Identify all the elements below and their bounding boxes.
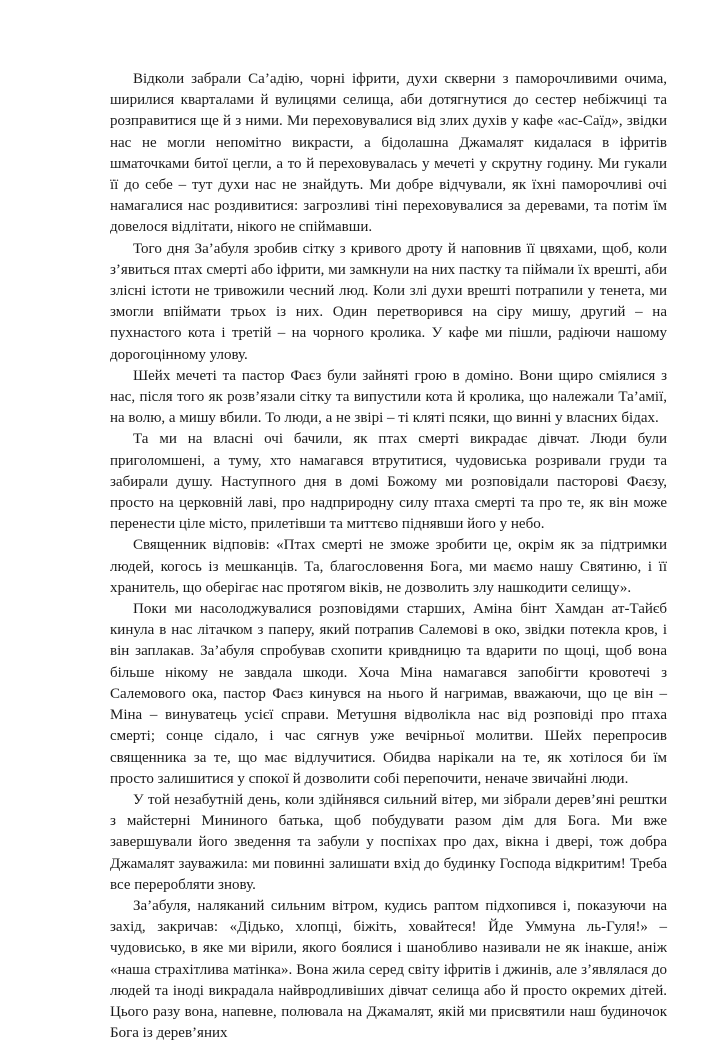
paragraph: У той незабутній день, коли здійнявся сильний вітер, ми зібрали дерев’яні рештки з майстерні Мининого батька, щоб побудувати разом дім для Бога. Ми вже завершували його зведення та забули у поспіхах про дах, вікна і двері, тож добра Джамалят зауважила: ми повинні залишати вхід до будинку Господа відкритим! Треба все переробляти знову. <box>110 791 667 893</box>
paragraph: Та ми на власні очі бачили, як птах смерті викрадає дівчат. Люди були приголомшені, а туму, хто намагався втрутитися, чудовиська розривали груди та забирали душу. Наступного дня в домі Божому ми розповідали пасторові Фаєзу, просто на церковній лаві, про надприродну силу птаха смерті та про те, як він може перенести ціле місто, прилетівши та миттєво піднявши його у небо. <box>110 431 667 533</box>
document-page <box>110 69 667 1044</box>
paragraph: Шейх мечеті та пастор Фаєз були зайняті грою в доміно. Вони щиро сміялися з нас, після того як розв’язали сітку та випустили кота й кролика, що належали Та’амії, на волю, а мишу вбили. То люди, а не звірі – ті кляті псяки, що винні у власних бідах. <box>110 367 667 427</box>
paragraph: Поки ми насолоджувалися розповідями старших, Аміна бінт Хамдан ат-Тайєб кинула в нас літачком з паперу, який потрапив Салемові в око, звідки потекла кров, і він заплакав. За’абуля спробував схопити кривдницю та вдарити по щоці, щоб вона більше нікому не завдала шкоди. Хоча Міна намагався запобігти кровотечі з Салемового ока, пастор Фаєз кинувся на нього й нагримав, вважаючи, що це він – Міна – винуватець усієї справи. Метушня відволікла нас від розповіді про птаха смерті; сонце сідало, і час сягнув уже вечірньої молитви. Шейх перепросив священника за те, що має відлучитися. Обидва нарікали на те, як хотілося би їм просто залишитися у спокої й дозволити собі перепочити, неначе звичайні люди. <box>110 601 667 787</box>
paragraph: Священник відповів: «Птах смерті не зможе зробити це, окрім як за підтримки людей, когось із мешканців. Та, благословення Бога, ми маємо нашу Святиню, і її хранитель, що оберігає нас протягом віків, не дозволить злу нашкодити селищу». <box>110 537 667 596</box>
paragraph: Відколи забрали Са’адію, чорні іфрити, духи скверни з паморочливими очима, ширилися кварталами й вулицями селища, аби дотягнутися до сестер небіжчиці та розправитися ще й з ними. Ми переховувалися від злих духів у кафе «ас-Саїд», звідки нас не могли непомітно викрасти, а бідолашна Джамалят кидалася в іфритів шматочками битої цегли, а то й переховувалась у мечеті у скрутну годину. Ми гукали її до себе – тут духи нас не знайдуть. Ми добре відчували, як їхні паморочливі очі намагалися нас роздивитися: загрозливі тіні переховувалися за деревами, та потім їм довелося відлітати, нікого не спіймавши. <box>110 71 667 236</box>
paragraph: Того дня За’абуля зробив сітку з кривого дроту й наповнив її цвяхами, щоб, коли з’явиться птах смерті або іфрити, ми замкнули на них пастку та піймали їх врешті, аби злісні істоти не тривожили чесний люд. Коли злі духи врешті потрапили у тенета, ми змогли впіймати трьох із них. Один перетворився на сіру мишу, другий – на пухнастого кота і третій – на чорного кролика. У кафе ми пішли, радіючи нашому дорогоцінному улову. <box>110 240 667 363</box>
paragraph: За’абуля, наляканий сильним вітром, кудись раптом підхопився і, показуючи на захід, закричав: «Дідько, хлопці, біжіть, ховайтеся! Йде Уммуна ль-Гуля!» – чудовисько, в яке ми вірили, якого боялися і шанобливо називали не як інакше, аніж «наша страхітлива матінка». Вона жила серед світу іфритів і джинів, але з’являлася до людей та іноді викрадала найвродливіших дівчат селища або й просто окремих дітей. Цього разу вона, напевне, полювала на Джамалят, якій ми присвятили наш будиночок Бога із дерев’яних <box>110 897 667 1042</box>
